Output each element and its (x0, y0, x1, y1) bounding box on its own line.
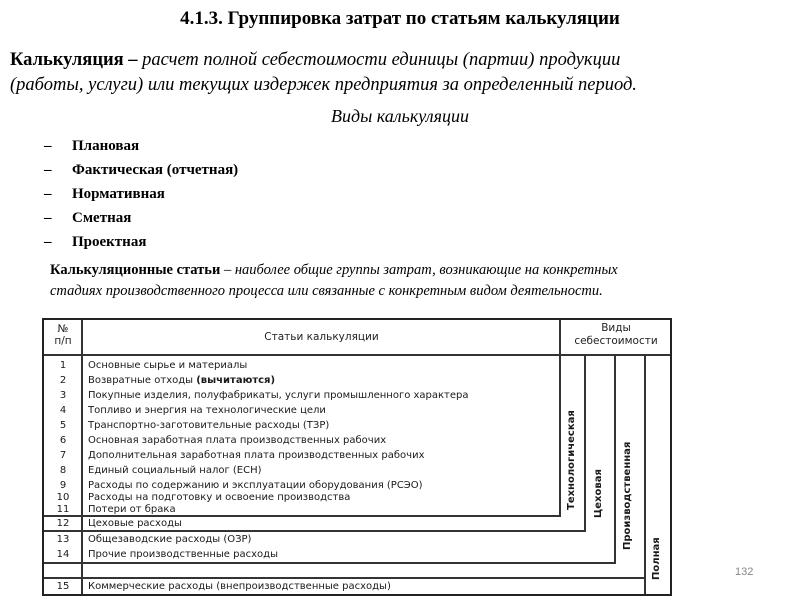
definition-text-line2: стадиях производственного процесса или связанные с конкретным видом деятельности. (50, 283, 603, 299)
list-item (44, 136, 238, 160)
row-number: 12 (56, 518, 70, 529)
cost-items-table (42, 318, 672, 596)
kinds-list (44, 136, 238, 256)
dash-bullet: – (44, 234, 52, 250)
full-bracket-divider (644, 354, 646, 594)
kind-label: Проектная (72, 234, 147, 250)
row-14-bottom (44, 562, 616, 564)
row-number: 3 (59, 390, 67, 401)
list-item (44, 232, 238, 256)
kinds-heading: Виды калькуляции (331, 106, 469, 126)
header-divider (44, 354, 670, 356)
row-number: 15 (56, 581, 70, 592)
row-label: Общезаводские расходы (ОЗР) (88, 534, 252, 545)
prod-bracket-divider (614, 354, 616, 562)
row-number: 1 (59, 360, 67, 371)
dash-bullet: – (44, 162, 52, 178)
row-label: Коммерческие расходы (внепроизводственные расходы) (88, 581, 391, 592)
row-label: Расходы на подготовку и освоение производства (88, 492, 351, 503)
dash-bullet: – (44, 186, 52, 202)
tech-bracket-divider (559, 320, 561, 515)
row-number: 8 (59, 465, 67, 476)
list-item (44, 160, 238, 184)
row-number: 2 (59, 375, 67, 386)
row-number: 6 (59, 435, 67, 446)
header-items: Статьи калькуляции (264, 331, 379, 343)
row-label: Основная заработная плата производственных рабочих (88, 435, 387, 446)
row-15-top (44, 577, 646, 579)
row-number: 11 (56, 504, 70, 515)
page-number: 132 (735, 566, 754, 578)
page-title: 4.1.3. Группировка затрат по статьям калькуляции (180, 8, 620, 29)
kind-label: Плановая (72, 138, 140, 154)
row-label: Прочие производственные расходы (88, 549, 278, 560)
shop-bracket-divider (584, 354, 586, 530)
definition-text-line1: – наиболее общие группы затрат, возникающие на конкретных (220, 262, 618, 278)
dash-bullet: – (44, 210, 52, 226)
calculation-definition (10, 48, 790, 98)
row-12-bottom (44, 530, 586, 532)
row-label: Единый социальный налог (ЕСН) (88, 465, 262, 476)
cost-type-shop: Цеховая (593, 469, 604, 518)
kind-label: Сметная (72, 210, 132, 226)
kind-label: Фактическая (отчетная) (72, 162, 239, 178)
row-label: Расходы по содержанию и эксплуатации оборудования (РСЭО) (88, 480, 423, 491)
header-num: № п/п (54, 323, 72, 347)
cost-type-full: Полная (651, 537, 662, 580)
row-number: 10 (56, 492, 70, 503)
num-column-divider (81, 320, 83, 594)
kind-label: Нормативная (72, 186, 165, 202)
row-11-bottom (44, 515, 561, 517)
row-label: Покупные изделия, полуфабрикаты, услуги промышленного характера (88, 390, 469, 401)
row-number: 13 (56, 534, 70, 545)
definition-term: Калькуляция – (10, 50, 138, 70)
row-label: Транспортно-заготовительные расходы (ТЗР) (88, 420, 330, 431)
row-number: 9 (59, 480, 67, 491)
row-number: 4 (59, 405, 67, 416)
row-number: 7 (59, 450, 67, 461)
row-number: 14 (56, 549, 70, 560)
row-label: Дополнительная заработная плата производственных рабочих (88, 450, 425, 461)
definition-text-line1: расчет полной себестоимости единицы (партии) продукции (137, 50, 621, 70)
definition-term: Калькуляционные статьи (50, 262, 221, 278)
row-number: 5 (59, 420, 67, 431)
header-cost-types: Виды себестоимости (574, 322, 658, 347)
row-label: Возвратные отходы (вычитаются) (88, 375, 276, 386)
list-item (44, 208, 238, 232)
row-label: Потери от брака (88, 504, 176, 515)
list-item (44, 184, 238, 208)
row-label: Основные сырье и материалы (88, 360, 248, 371)
definition-text-line2: (работы, услуги) или текущих издержек предприятия за определенный период. (10, 75, 637, 95)
cost-items-definition (50, 260, 770, 302)
cost-type-prod: Производственная (622, 441, 633, 550)
dash-bullet: – (44, 138, 52, 154)
cost-type-tech: Технологическая (566, 410, 577, 510)
row-label: Цеховые расходы (88, 518, 182, 529)
row-label: Топливо и энергия на технологические цели (88, 405, 326, 416)
